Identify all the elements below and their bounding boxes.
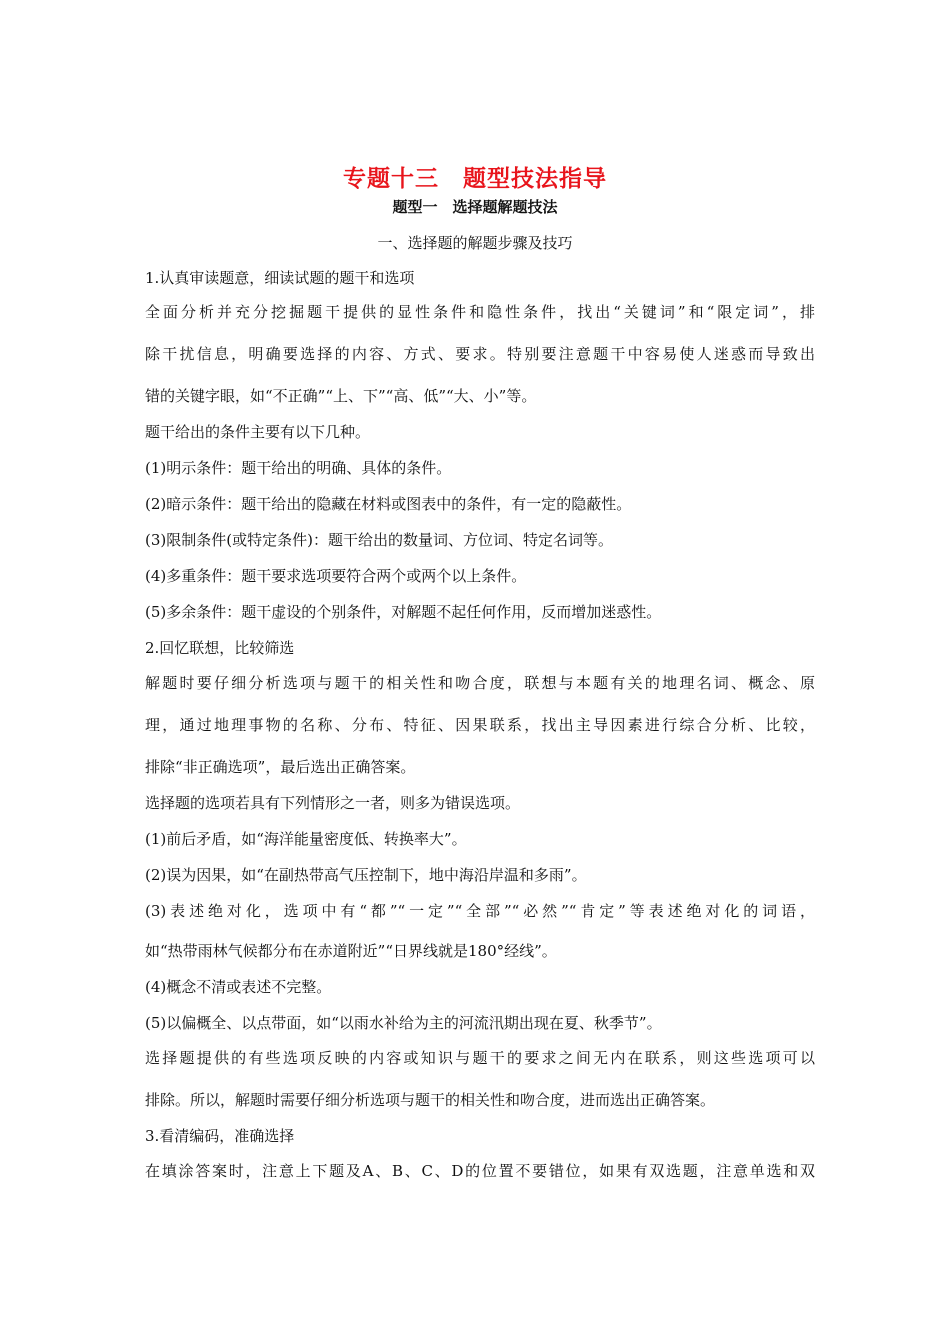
paragraph-line: 在填涂答案时，注意上下题及A、B、C、D的位置不要错位，如果有双选题，注意单选和双 <box>145 1162 815 1180</box>
list-item-continued: 如“热带雨林气候都分布在赤道附近”“日界线就是180°经线”。 <box>145 942 557 960</box>
list-item: (5)多余条件：题干虚设的个别条件，对解题不起任何作用，反而增加迷惑性。 <box>145 603 662 621</box>
paragraph-line: 选择题提供的有些选项反映的内容或知识与题干的要求之间无内在联系，则这些选项可以 <box>145 1049 815 1067</box>
paragraph-line: 全面分析并充分挖掘题干提供的显性条件和隐性条件，找出“关键词”和“限定词”，排 <box>145 303 815 321</box>
list-item: (1)明示条件：题干给出的明确、具体的条件。 <box>145 459 452 477</box>
list-item: (1)前后矛盾，如“海洋能量密度低、转换率大”。 <box>145 830 467 848</box>
paragraph-line: 排除“非正确选项”，最后选出正确答案。 <box>145 758 416 776</box>
list-item: (2)暗示条件：题干给出的隐藏在材料或图表中的条件，有一定的隐蔽性。 <box>145 495 632 513</box>
list-item: (5)以偏概全、以点带面，如“以雨水补给为主的河流汛期出现在夏、秋季节”。 <box>145 1014 662 1032</box>
heading-step-1: 1.认真审读题意，细读试题的题干和选项 <box>145 269 415 287</box>
paragraph-line: 选择题的选项若具有下列情形之一者，则多为错误选项。 <box>145 794 521 812</box>
paragraph-line: 排除。所以，解题时需要仔细分析选项与题干的相关性和吻合度，进而选出正确答案。 <box>145 1091 716 1109</box>
list-item: (4)概念不清或表述不完整。 <box>145 978 332 996</box>
list-item: (4)多重条件：题干要求选项要符合两个或两个以上条件。 <box>145 567 527 585</box>
section-heading: 一、选择题的解题步骤及技巧 <box>377 234 573 252</box>
list-item: (3)限制条件(或特定条件)：题干给出的数量词、方位词、特定名词等。 <box>145 531 613 549</box>
paragraph-line: 解题时要仔细分析选项与题干的相关性和吻合度，联想与本题有关的地理名词、概念、原 <box>145 674 815 692</box>
list-item: (2)误为因果，如“在副热带高气压控制下，地中海沿岸温和多雨”。 <box>145 866 587 884</box>
heading-step-3: 3.看清编码，准确选择 <box>145 1127 295 1145</box>
heading-step-2: 2.回忆联想，比较筛选 <box>145 639 295 657</box>
page-title: 专题十三 题型技法指导 <box>343 166 607 192</box>
paragraph-line: 错的关键字眼，如“不正确”“上、下”“高、低”“大、小”等。 <box>145 387 537 405</box>
paragraph-line: 题干给出的条件主要有以下几种。 <box>145 423 371 441</box>
paragraph-line: 理，通过地理事物的名称、分布、特征、因果联系，找出主导因素进行综合分析、比较， <box>145 716 815 734</box>
list-item: (3)表述绝对化，选项中有“都”“一定”“全部”“必然”“肯定”等表述绝对化的词语， <box>145 902 815 920</box>
paragraph-line: 除干扰信息，明确要选择的内容、方式、要求。特别要注意题干中容易使人迷惑而导致出 <box>145 345 815 363</box>
page-subtitle: 题型一 选择题解题技法 <box>392 198 558 216</box>
